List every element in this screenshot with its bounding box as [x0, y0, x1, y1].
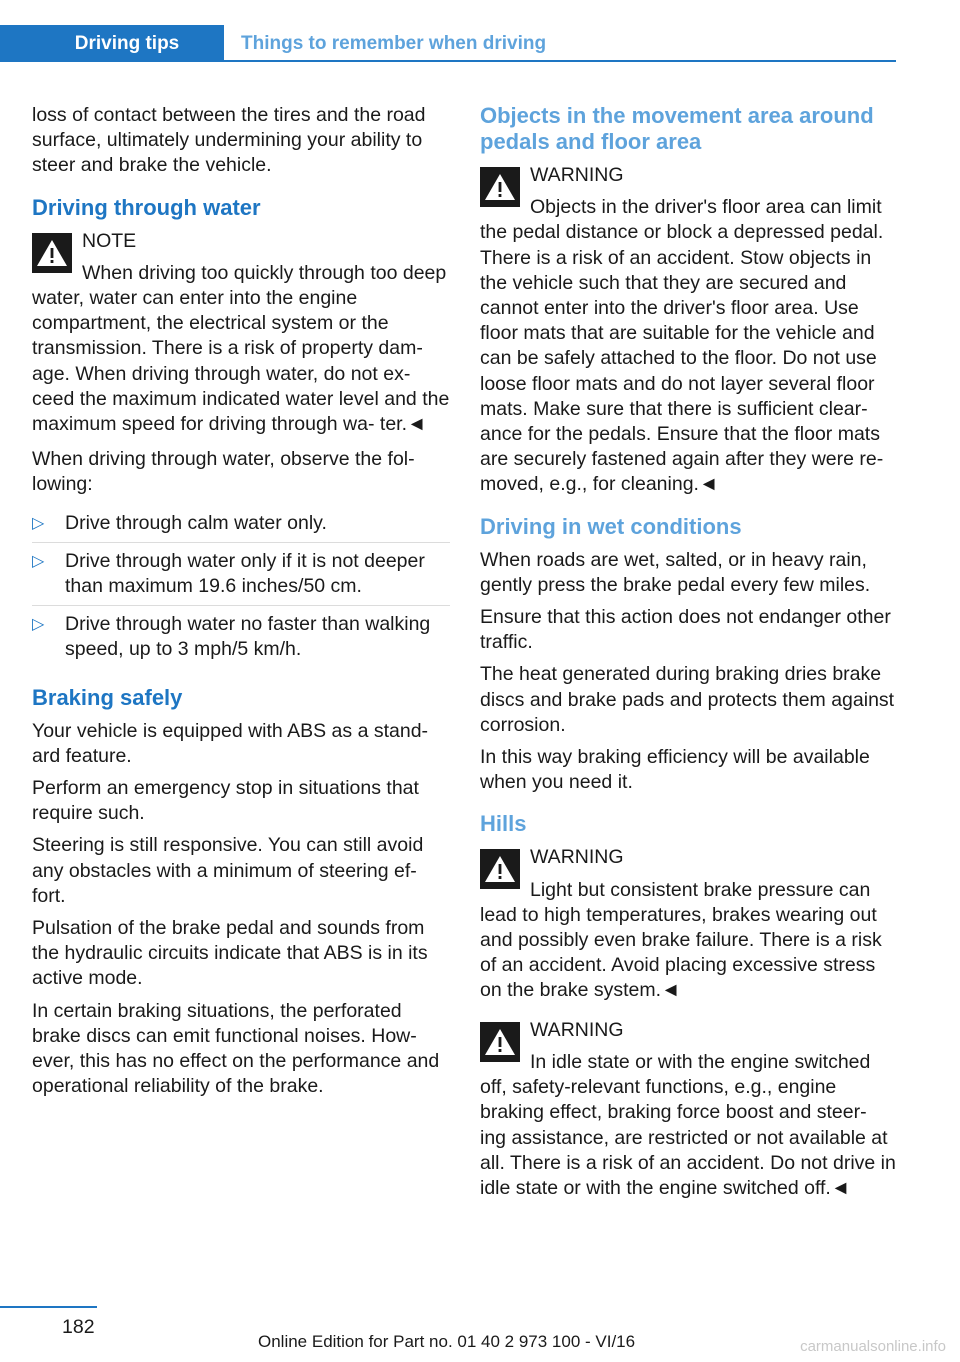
section-title-water: Driving through water	[32, 194, 261, 220]
watermark: carmanualsonline.info	[800, 1338, 946, 1355]
left-column	[32, 103, 450, 1107]
note-block	[32, 229, 450, 438]
triangle-bullet-icon: ▷	[32, 514, 45, 532]
page-header	[0, 0, 960, 62]
braking-paragraph: Pulsation of the brake pedal and sounds from the hydraulic circuits indicate that ABS is in its active mode.	[32, 917, 428, 990]
wet-paragraph: The heat generated during braking dries brake discs and brake pads and protects them against corrosion.	[480, 663, 895, 736]
water-lead: When driving through water, observe the fol‐ lowing:	[32, 448, 415, 496]
note-label: NOTE	[82, 229, 137, 252]
note-text: When driving too quickly through too deep water, water can enter into the engine compartment, the electrical system or the transmission. There is a risk of property dam‐ age. When driving through water, do not ex‐ ceed the maximum indicated water level and the maximum speed for driving through wa‐ ter.◄	[32, 261, 450, 436]
wet-paragraph: When roads are wet, salted, or in heavy rain, gently press the brake pedal every few miles.	[480, 548, 871, 596]
warning-label: WARNING	[530, 164, 624, 186]
warning-text: In idle state or with the engine switched off, safety-relevant functions, e.g., engine braking effect, braking force boost and steer‐ ing assistance, are restricted or not available at all. There is a risk of an accident. Do not drive in idle state or with the engine switched off.◄	[480, 1050, 896, 1199]
triangle-bullet-icon: ▷	[32, 616, 45, 634]
warning-triangle-icon	[32, 233, 72, 273]
water-bullet-list	[32, 505, 450, 669]
warning-triangle-icon	[480, 167, 520, 207]
header-rule	[224, 60, 896, 62]
braking-paragraph: Steering is still responsive. You can still avoid any obstacles with a minimum of steering ef‐ fort.	[32, 834, 424, 907]
footer-rule	[0, 1306, 97, 1308]
section-title-hills: Hills	[480, 811, 527, 837]
warning-text: Objects in the driver's floor area can limit the pedal distance or block a depressed pedal. There is a risk of an accident. Stow objects in the vehicle such that they are secured and cannot enter into the driver's floor area. Use floor mats that are suitable for the vehicle and can be safely attached to the floor. Do not use loose floor mats and do not layer several floor mats. Make sure that there is sufficient clear‐ ance for the pedals. Ensure that the floor mats are securely fastened again after they were re‐ moved, e.g., for cleaning.◄	[480, 196, 884, 496]
triangle-bullet-icon: ▷	[32, 552, 45, 570]
list-item: ▷ Drive through calm water only.	[32, 505, 450, 543]
warning-triangle-icon	[480, 1022, 520, 1062]
warning-block	[480, 845, 898, 1003]
page-number: 182	[62, 1316, 95, 1338]
intro-paragraph: loss of contact between the tires and the road surface, ultimately undermining your ability to steer and brake the vehicle.	[32, 104, 426, 177]
section-title-braking: Braking safely	[32, 684, 183, 710]
braking-paragraph: In certain braking situations, the perforated brake discs can emit functional noises. How‐ ever, this has no effect on the performance and operational reliability of the brake.	[32, 999, 440, 1098]
wet-paragraph: Ensure that this action does not endanger other traffic.	[480, 606, 891, 654]
warning-triangle-icon	[480, 849, 520, 889]
warning-block	[480, 163, 898, 498]
list-item: ▷ Drive through water no faster than walking speed, up to 3 mph/5 km/h.	[32, 613, 431, 661]
braking-paragraph: Your vehicle is equipped with ABS as a stand‐ ard feature.	[32, 719, 429, 767]
warning-label: WARNING	[530, 846, 624, 869]
chapter-tab: Driving tips	[0, 25, 224, 62]
wet-paragraph: In this way braking efficiency will be available when you need it.	[480, 746, 870, 794]
braking-paragraph: Perform an emergency stop in situations that require such.	[32, 777, 419, 825]
edition-text: Online Edition for Part no. 01 40 2 973 100 - VI/16	[258, 1332, 636, 1351]
warning-label: WARNING	[530, 1018, 624, 1041]
section-title-wet: Driving in wet conditions	[480, 513, 742, 539]
warning-text: Light but consistent brake pressure can lead to high temperatures, brakes wearing out and possibly even brake failure. There is a risk of an accident. Avoid placing excessive stress on the brake system.◄	[480, 878, 882, 1002]
section-tab: Things to remember when driving	[241, 32, 547, 54]
section-title-objects: Objects in the movement area around pedals and floor area	[480, 103, 874, 154]
list-item: ▷ Drive through water only if it is not deeper than maximum 19.6 inches/50 cm.	[32, 543, 450, 606]
warning-block	[480, 1018, 898, 1201]
right-column	[480, 103, 898, 1211]
